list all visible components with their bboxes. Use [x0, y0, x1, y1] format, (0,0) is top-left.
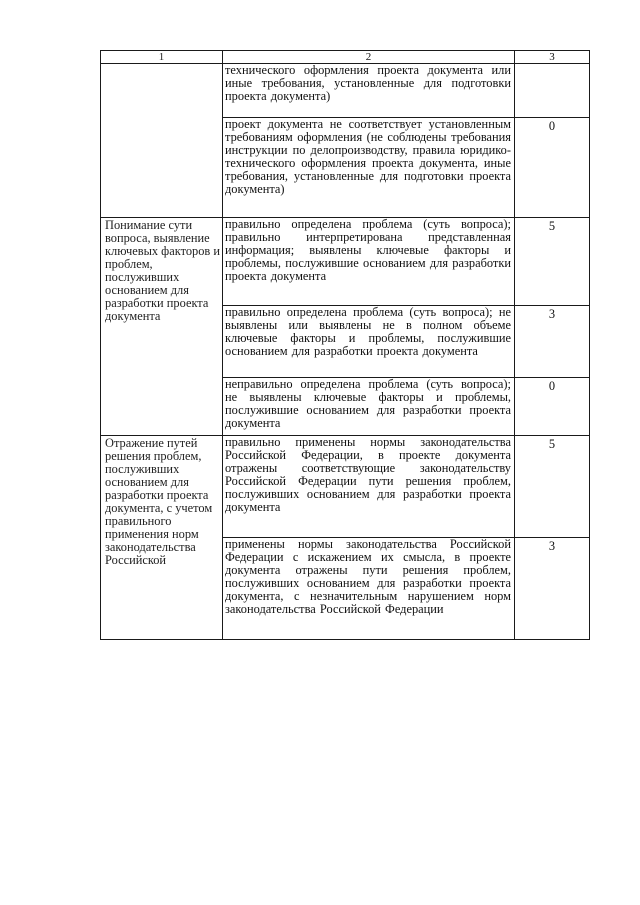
- description-cell: [223, 436, 515, 538]
- description-text: правильно определена проблема (суть вопроса); правильно интерпретирована представленная информация; выявлены ключевые факторы и проблемы, послужившие основанием для разработки проекта документа: [225, 217, 511, 283]
- criterion-cell: [101, 64, 223, 218]
- score-cell: 0: [515, 118, 590, 218]
- column-header-1: 1: [101, 51, 223, 64]
- description-text: правильно определена проблема (суть вопроса); не выявлены или выявлены не в полном объеме ключевые факторы и проблемы, послужившие основанием для разработки проекта документа: [225, 305, 511, 358]
- description-cell: [223, 118, 515, 218]
- description-text: неправильно определена проблема (суть вопроса); не выявлены ключевые факторы и проблемы, послужившие основанием для разработки проекта документа: [225, 377, 511, 430]
- description-text: применены нормы законодательства Российской Федерации с искажением их смысла, в проекте документа отражены пути решения проблем, послуживших основанием для разработки проекта документа, с незначительным нарушением норм законодательства Российской Федерации: [225, 537, 511, 616]
- table-row: [101, 218, 590, 306]
- score-cell: 3: [515, 306, 590, 378]
- score-cell: 5: [515, 436, 590, 538]
- criterion-cell: Отражение путей решения проблем, послуживших основанием для разработки проекта документа, с учетом правильного применения норм законодательства Российской: [101, 436, 223, 640]
- column-header-2: 2: [223, 51, 515, 64]
- description-cell: [223, 538, 515, 640]
- description-text: правильно применены нормы законодательства Российской Федерации, в проекте документа отражены соответствующие законодательству Российской Федерации пути решения проблем, послуживших основанием для разработки проекта документа: [225, 435, 511, 514]
- criterion-cell: Понимание сути вопроса, выявление ключевых факторов и проблем, послуживших основанием для разработки проекта документа: [101, 218, 223, 436]
- score-cell: [515, 64, 590, 118]
- score-cell: 0: [515, 378, 590, 436]
- score-cell: 5: [515, 218, 590, 306]
- table-row: [101, 64, 590, 118]
- description-text: технического оформления проекта документа или иные требования, установленные для подготовки проекта документа): [225, 63, 511, 103]
- column-header-3: 3: [515, 51, 590, 64]
- description-cell: [223, 218, 515, 306]
- table-header-row: [101, 51, 590, 64]
- table-row: [101, 436, 590, 538]
- score-cell: 3: [515, 538, 590, 640]
- description-cell: [223, 64, 515, 118]
- criteria-table: [100, 50, 590, 640]
- description-cell: [223, 306, 515, 378]
- description-text: проект документа не соответствует установленным требованиям оформления (не соблюдены требования инструкции по делопроизводству, правила юридико-технического оформления проекта документа, иные требования, установленные для подготовки проекта документа): [225, 117, 511, 196]
- description-cell: [223, 378, 515, 436]
